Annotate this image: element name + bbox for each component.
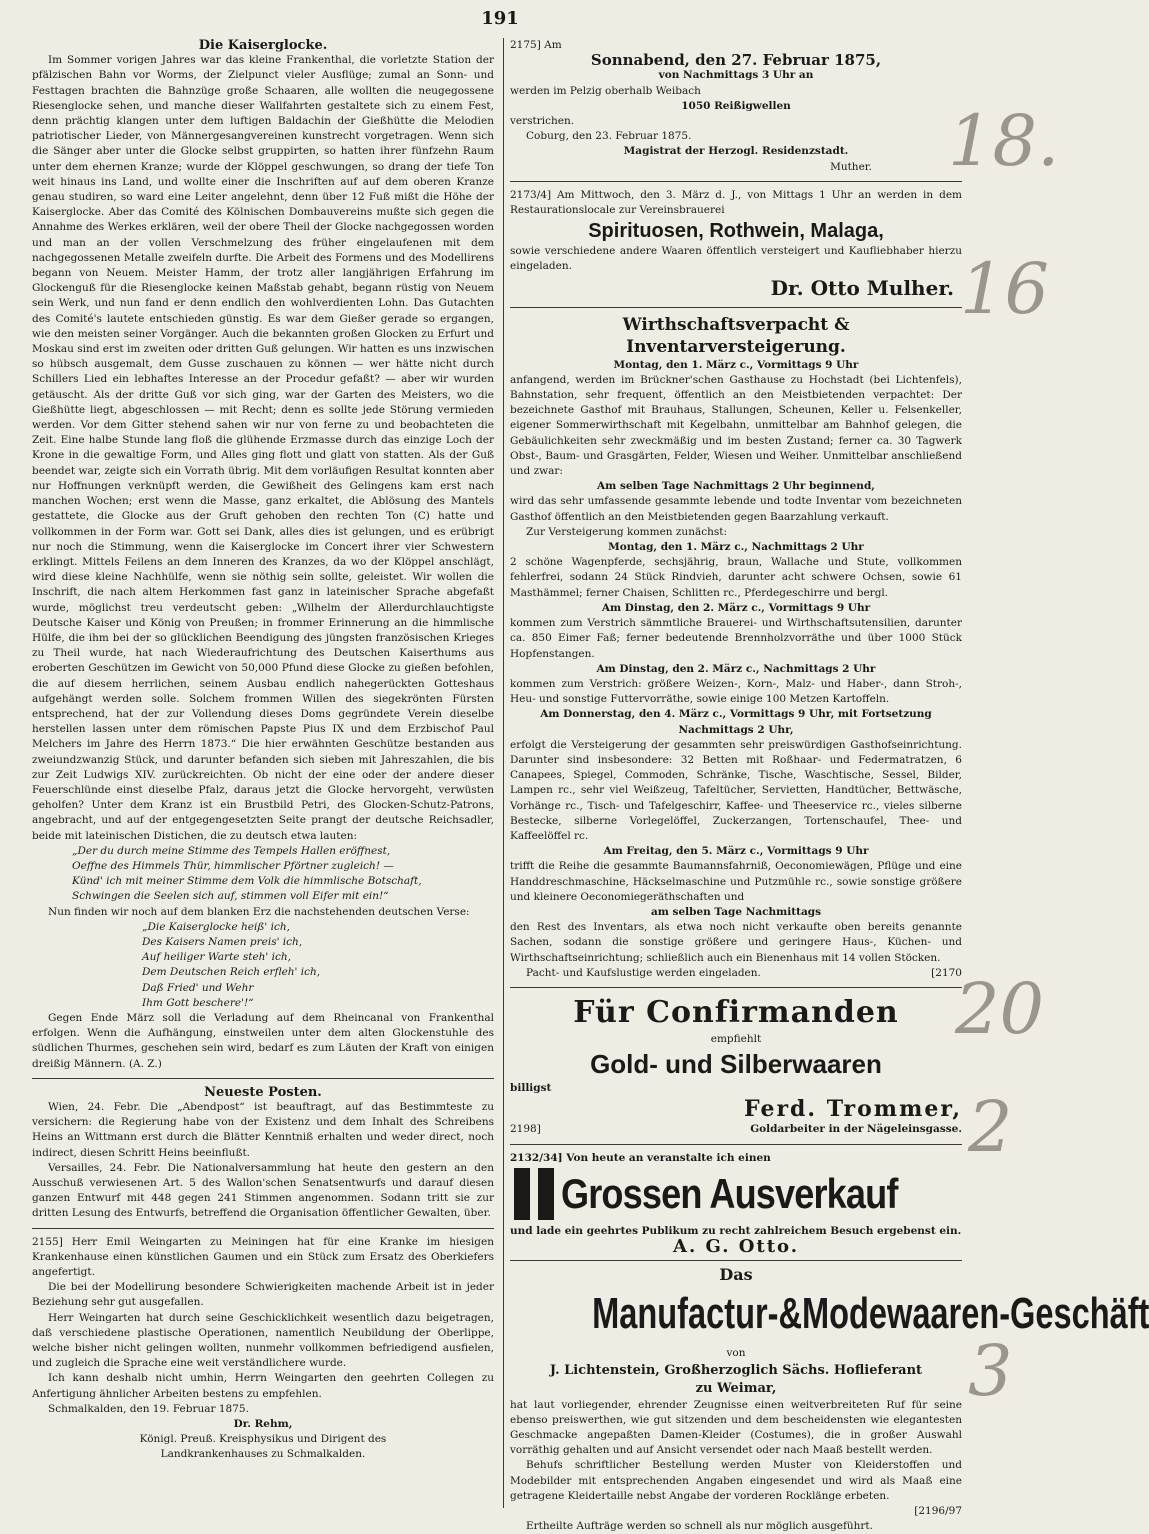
ad-weingarten-text: Herr Weingarten hat durch seine Geschicklichkeit wesentlich dazu beigetragen, daß verschiedene plastische Operationen, namentlich Neubildung der Oberlippe, welche bisher nicht gelingen wollten, nunmehr vollkommen befriedigend ausfielen, und zugleich die Sprache eine weit verständlichere wurde. xyxy=(32,1311,494,1370)
poem-german-verse xyxy=(142,920,494,1011)
ad-3-text: kommen zum Verstrich: größere Weizen-, Korn-, Malz- und Haber-, dann Stroh-, Heu- und sonstige Futtervorräthe, sowie einige 100 Metzen Kartoffeln. xyxy=(510,677,962,706)
news-item-versailles: Versailles, 24. Febr. Die Nationalversammlung hat heute den gestern an den Ausschuß verwiesenen Art. 5 des Wallon'schen Senatsentwurfs und darauf diesen ganzen Entwurf mit 448 gegen 241 Stimmen angenommen. Sodann tritt sie zur dritten Lesung des Entwurfs, betreffend die Organisation öffentlicher Gewalten, über. xyxy=(32,1161,494,1220)
ad-3-text: erfolgt die Versteigerung der gesammten sehr preiswürdigen Gasthofseinrichtung. Darunter sind insbesondere: 32 Betten mit Roßhaar- und Federmatratzen, 6 Canapees, Spiegel, Commoden, Schränke, Tische, Waschtische, Sessel, Bilder, Lampen rc., sehr viel Weißzeug, Tafeltücher, Servietten, Handtücher, Bettwäsche, Vorhänge rc., Tisch- und Tafelgeschirr, Kaffee- und Theeservice rc., vieles silberne Bestecke, silberne Vorlegelöffel, Zuckerzangen, Tortenschaufel, Thee- und Kaffeelöffel rc. xyxy=(510,738,962,842)
ad-1-place: Coburg, den 23. Februar 1875. xyxy=(526,130,692,143)
page-number: 191 xyxy=(481,8,519,29)
ad-2-text: 2173/4] Am Mittwoch, den 3. März d. J., von Mittags 1 Uhr an werden in dem Restaurationslocale zur Vereinsbrauerei xyxy=(510,188,962,217)
column-divider xyxy=(503,38,504,1508)
ad-2-text: sowie verschiedene andere Waaren öffentlich versteigert und Kaufliebhaber hierzu eingeladen. xyxy=(510,245,962,273)
poem-line: „Der du durch meine Stimme des Tempels Hallen eröffnest, xyxy=(72,844,391,857)
handwritten-mark-2: 16 xyxy=(960,248,1050,330)
ad-3-text: den Rest des Inventars, als etwa noch nicht verkaufte oben bereits genannte Sachen, sodann die sonstige größere und geringere Haus-, Küchen- und Wirthschaftseinrichtung; schließlich auch ein Bienenhaus mit 14 vollen Stöcken. xyxy=(510,921,962,964)
ad-6-text: hat laut vorliegender, ehrender Zeugnisse einen weitverbreiteten Ruf für seine ebenso preiswerthen, wie gut sitzenden und dem bescheidensten wie elegantesten Geschmacke angepaßten Damen-Kleider (Costumes), die in großer Auswahl vorräthig gehalten und auf Ansicht versendet oder nach Maaß bestellt werden. xyxy=(510,1398,962,1457)
ad-weingarten-date: Schmalkalden, den 19. Februar 1875. xyxy=(48,1402,249,1415)
ad-3-schedule: Montag, den 1. März c., Vormittags 9 Uhr xyxy=(613,358,859,371)
ad-4-number: 2198] xyxy=(510,1123,541,1136)
ad-6-text: Behufs schriftlicher Bestellung werden Muster von Kleiderstoffen und Modebilder mit entsprechenden Angaben eingesendet und wird als Maaß eine getragene Kleidertaille nebst Angabe der vorderen Rocklänge erbeten. xyxy=(510,1459,962,1502)
ad-5-lead: 2132/34] Von heute an veranstalte ich einen xyxy=(510,1151,771,1164)
ad-divider xyxy=(510,307,962,308)
ad-1-time: von Nachmittags 3 Uhr an xyxy=(658,69,814,82)
ad-3-text: anfangend, werden im Brückner'schen Gasthause zu Hochstadt (bei Lichtenfels), Bahnstation, sehr frequent, öffentlich an den Meistbietenden verpachtet: Der bezeichnete Gasthof mit Brauhaus, Stallungen, Scheunen, Keller u. Felsenkeller, eigener Sommerwirthschaft mit Kegelbahn, unmittelbar am Bahnhof gelegen, die Gebäulichkeiten sehr zweckmäßig und im besten Zustand; ferner ca. 30 Tagwerk Obst-, Baum- und Grasgärten, Felder, Wiesen und Weiher. Unmittelbar anschließend und zwar: xyxy=(510,373,962,478)
article-title-posten: Neueste Posten. xyxy=(204,1084,322,1100)
ad-3-schedule: Am selben Tage Nachmittags 2 Uhr beginnend, xyxy=(597,480,875,493)
poem-line: Auf heiliger Warte steh' ich, xyxy=(142,951,291,964)
article-paragraph: Nun finden wir noch auf dem blanken Erz die nachstehenden deutschen Verse: xyxy=(48,905,470,918)
poem-line: Ihm Gott beschere'!“ xyxy=(142,996,254,1009)
ad-3-schedule: Am Dinstag, den 2. März c., Nachmittags 2 Uhr xyxy=(596,662,876,675)
ad-4-title: Für Confirmanden xyxy=(573,994,899,1030)
handwritten-mark-3: 20 xyxy=(955,968,1045,1050)
poem-line: Schwingen die Seelen sich auf, stimmen voll Eifer mit ein!“ xyxy=(72,890,389,903)
ad-1-text: verstrichen. xyxy=(510,115,575,128)
ad-3-schedule: Am Dinstag, den 2. März c., Vormittags 9 Uhr xyxy=(601,601,871,614)
ad-divider xyxy=(510,987,962,988)
ad-weingarten-title: Landkrankenhauses zu Schmalkalden. xyxy=(160,1448,366,1461)
ad-divider xyxy=(510,1144,962,1145)
article-paragraph: Gegen Ende März soll die Verladung auf dem Rheincanal von Frankenthal erfolgen. Wenn die Aufhängung, einstweilen unter dem alten Glockenstuhle des südlichen Thurmes, geschehen sein wird, bedarf es zum Läuten der Kraft von einigen dreißig Männern. (A. Z.) xyxy=(32,1012,494,1070)
ad-6-name: J. Lichtenstein, Großherzoglich Sächs. Hoflieferant xyxy=(549,1362,923,1378)
ad-1-signature: Magistrat der Herzogl. Residenzstadt. xyxy=(623,145,849,158)
ad-4-cheap: billigst xyxy=(510,1082,552,1095)
ad-3-number: [2170 xyxy=(931,966,962,979)
ad-5-text: und lade ein geehrtes Publikum zu recht zahlreichem Besuch ergebenst ein. xyxy=(510,1224,962,1237)
ad-3-schedule: Am Freitag, den 5. März c., Vormittags 9 Uhr xyxy=(603,845,869,858)
ad-4-subtitle: empfiehlt xyxy=(710,1032,762,1045)
ad-3-text: wird das sehr umfassende gesammte lebende und todte Inventar vom bezeichneten Gasthof öffentlich an den Meistbietenden gegen Baarzahlung verkauft. xyxy=(510,495,962,523)
ad-1-date: Sonnabend, den 27. Februar 1875, xyxy=(590,51,882,70)
ad-1-lead: 2175] Am xyxy=(510,39,562,51)
ad-6-text: Ertheilte Aufträge werden so schnell als nur möglich ausgeführt. xyxy=(526,1520,873,1533)
ad-3-title: Wirthschaftsverpacht & Inventarversteigerung. xyxy=(622,314,850,357)
decorative-bar xyxy=(514,1168,530,1220)
decorative-bar xyxy=(538,1168,554,1220)
news-item-wien: Wien, 24. Febr. Die „Abendpost“ ist beauftragt, auf das Bestimmteste zu versichern: die Regierung habe von der Existenz und dem Inhalt des Schreibens Heins an Wittmann erst durch die Blätter Kenntniß erhalten und weder direct, noch indirect, diesen Schritt Heins beeinflußt. xyxy=(32,1101,494,1159)
ad-3-schedule: Montag, den 1. März c., Nachmittags 2 Uhr xyxy=(608,541,864,554)
poem-line: Daß Fried' und Wehr xyxy=(142,981,254,994)
article-title-kaiserglocke: Die Kaiserglocke. xyxy=(198,38,328,53)
ad-3-text: trifft die Reihe die gesammte Baumannsfahrniß, Oeconomiewägen, Pflüge und eine Handdreschmaschine, Häckselmaschine und Putzmühle rc., sowie sonstige größere und kleinere Oeconomiegeräthschaften und xyxy=(510,860,962,903)
ad-1-item: 1050 Reißigwellen xyxy=(681,99,791,112)
ad-weingarten-text: 2155] Herr Emil Weingarten zu Meiningen hat für eine Kranke im hiesigen Krankenhause einen künstlichen Gaumen und ein Stück zum Ersatz des Oberkiefers angefertigt. xyxy=(32,1235,494,1279)
handwritten-mark-4: 2 xyxy=(968,1086,1013,1168)
ad-1-name: Muther. xyxy=(830,160,872,173)
ad-divider xyxy=(510,1260,962,1261)
ad-4-name: Ferd. Trommer, xyxy=(744,1096,962,1123)
ad-5-headline xyxy=(510,1166,962,1224)
poem-line: Künd' ich mit meiner Stimme dem Volk die himmlische Botschaft, xyxy=(72,875,422,888)
handwritten-mark-5: 3 xyxy=(968,1330,1013,1412)
article-paragraph: Im Sommer vorigen Jahres war das kleine Frankenthal, die vorletzte Station der pfälzischen Bahn vor Worms, der Zielpunct vieler Ausflüge; zumal an Sonn- und Festtagen brachten die Bahnzüge große Schaaren, alle wollten die neugegossene Riesenglocke sehen, und manche dieser Wallfahrten gestaltete sich zu einem Fest, denn prächtig klangen unter dem luftigen Baldachin der Gießhütte die Melodien patriotischer Lieder, von Männergesangvereinen kunstrecht vorgetragen. Wenn sich die Sänger aber unter die Glocke selbst gruppirten, so hatten ihrer fünfzehn Raum unter dem ehernen Kranze; wurde der Klöppel geschwungen, so drang der tiefe Ton weit hinaus ins Land, und wollte einer die Inschriften auf auf dem oberen Kranze genau studiren, so ward eine Leiter angelehnt, denn über 12 Fuß mißt die Höhe der Kaiserglocke. Aber das Comité des Kölnischen Dombauvereins mußte sich gegen die Annahme des Werkes erklären, weil der obere Theil der Glocke nachgegossen worden und man an der vollen Verschmelzung des früher eingelaufenen mit dem nachgegossenen Metalle zweifeln durfte. Die Arbeit des Formens und des Modellirens begann von Neuem. Meister Hamm, der trotz aller langjährigen Erfahrung im Glockenguß für die Riesenglocke keinen Maßstab gehabt, begann rüstig von Neuem sein Werk, und nun fand er denn endlich den wohlverdienten Lohn. Das Gutachten des Comité's lautete entschieden günstig. Es war dem Gießer gerade so ergangen, wie den meisten seiner Vorgänger. Auch die bekannten großen Glocken zu Erfurt und Moskau sind erst im zweiten oder dritten Guß gelungen. Wir hatten es uns inzwischen so hübsch ausgemalt, dem Gusse zuschauen zu können — wer hätte nicht durch Schillers Lied ein lebhaftes Interesse an der Procedur gefaßt? — aber wir wurden getäuscht. Als der dritte Guß vor sich ging, war der Garten des Meisters, wo die Gießhütte liegt, abgeschlossen — mit Recht; denn es sollte jede Störung vermieden werden. Vor dem Gitter stehend sahen wir nur von ferne zu und beobachteten die Zeit. Eine halbe Stunde lang floß die glühende Erzmasse durch das einzige Loch der Krone in die gewaltige Form, und Alles ging flott und glatt von statten. Als der Guß beendet war, zeigte sich ein Vorrath übrig. Mit dem vorläufigen Resultat konnten aber nur Hoffnungen verknüpft werden, die Gewißheit des Gelingens kam erst nach manchen Wochen; erst wenn die Masse, ganz erkaltet, die Ablösung des Mantels gestattete, die Glocke aus der Gruft gehoben den rechten Ton (C) hatte und vollkommen in der Form war. Gott sei Dank, alles dies ist gelungen, und es erübrigt nur noch die Stimmung, wenn die Kaiserglocke im Concert ihrer vier Schwestern erklingt. Mittels Feilens an dem Inneren des Kranzes, da wo der Klöppel anschlägt, wird diese kleine Nachhülfe, wenn sie nöthig sein sollte, geleistet. Wir wollen die Inschrift, die nach altem Herkommen fast ganz in lateinischer Sprache abgefaßt wurde, möglichst treu verdeutscht geben: „Wilhelm der Allerdurchlauchtigste Deutsche Kaiser und König von Preußen; in frommer Erinnerung an die himmlische Hülfe, die ihm bei der so glücklichen Beendigung des jüngsten französischen Krieges zu Theil wurde, hat nach Wiederaufrichtung des Deutschen Kaiserthums aus eroberten Geschützen im Gewicht von 50,000 Pfund diese Glocke zu gießen befohlen, die auf diesem herrlichen, seinem Ausbau endlich nahegerückten Gotteshaus aufgehängt werden solle. Solchem frommen Willen des siegekrönten Fürsten entsprechend, hat der zur Vollendung dieses Doms gegründete Verein dieselbe herstellen lassen unter dem römischen Papste Pius IX und dem Erzbischof Paul Melchers im Jahre des Herrn 1873.“ Die hier erwähnten Geschütze bestanden aus zweiundzwanzig Stück, und darunter befanden sich sieben mit Jahreszahlen, die bis zur Zeit Ludwigs XIV. zurückreichten. Ob nicht der eine oder der andere dieser Feuerschlünde einst dieselbe Pfalz, daraus jetzt die Glocke hervorgeht, verwüsten geholfen? Unter dem Kranz ist ein Brustbild Petri, des Glocken-Schutz-Patrons, angebracht, und auf der entgegengesetzten Seite prangt der deutsche Reichsadler, beide mit lateinischen Distichen, die zu deutsch etwa lauten: xyxy=(32,54,494,842)
ad-4-footer xyxy=(510,1122,962,1137)
section-divider xyxy=(32,1078,494,1079)
ad-weingarten-text: Ich kann deshalb nicht umhin, Herrn Weingarten den geehrten Collegen zu Anfertigung ähnlicher Arbeiten bestens zu empfehlen. xyxy=(32,1372,494,1400)
ad-5-signature: A. G. Otto. xyxy=(672,1235,800,1257)
ad-divider xyxy=(510,181,962,182)
ad-weingarten-title: Königl. Preuß. Kreisphysikus und Dirigent des xyxy=(139,1433,387,1446)
ad-6-big-text: Manufactur-&Modewaaren-Geschäft xyxy=(592,1289,1149,1339)
handwritten-mark-1: 18. xyxy=(948,100,1060,182)
ad-6-number: [2196/97 xyxy=(914,1505,962,1518)
ad-3-schedule: am selben Tage Nachmittags xyxy=(650,905,822,918)
ad-3-text: Zur Versteigerung kommen zunächst: xyxy=(526,525,728,538)
ad-4-profession: Goldarbeiter in der Nägeleinsgasse. xyxy=(750,1123,962,1136)
section-divider xyxy=(32,1228,494,1229)
ad-5-big-text: Grossen Ausverkauf xyxy=(561,1169,898,1217)
ad-6-das: Das xyxy=(719,1265,753,1285)
ad-2-signature: Dr. Otto Mulher. xyxy=(770,275,954,300)
ad-3-text: 2 schöne Wagenpferde, sechsjährig, braun, Wallache und Stute, vollkommen fehlerfrei, sodann 24 Stück Rindvieh, darunter acht schwere Ochsen, sowie 61 Masthämmel; ferner Chaisen, Schlitten rc., Pferdegeschirre und bergl. xyxy=(510,556,962,599)
poem-line: Dem Deutschen Reich erfleh' ich, xyxy=(142,966,321,979)
ad-3-closing-text: Pacht- und Kaufslustige werden eingeladen. xyxy=(526,966,761,979)
ad-2-items: Spirituosen, Rothwein, Malaga, xyxy=(588,220,884,243)
ad-weingarten-signature: Dr. Rehm, xyxy=(233,1418,293,1431)
ad-3-schedule: Am Donnerstag, den 4. März c., Vormittags 9 Uhr, mit Fortsetzung Nachmittags 2 Uhr, xyxy=(540,708,932,736)
poem-line: Des Kaisers Namen preis' ich, xyxy=(142,935,303,948)
poem-line: „Die Kaiserglocke heiß' ich, xyxy=(142,920,290,933)
ad-weingarten-text: Die bei der Modellirung besondere Schwierigkeiten machende Arbeit ist in jeder Beziehung sehr gut ausgefallen. xyxy=(32,1281,494,1309)
ad-6-city: zu Weimar, xyxy=(695,1380,777,1396)
ad-1-text: werden im Pelzig oberhalb Weibach xyxy=(510,84,701,97)
poem-line: Oeffne des Himmels Thür, himmlischer Pförtner zugleich! — xyxy=(72,859,394,872)
ad-3-text: kommen zum Verstrich sämmtliche Brauerei- und Wirthschaftsutensilien, darunter ca. 850 Eimer Faß; ferner bedeutende Brennholzvorräthe und über 1000 Stück Hopfenstangen. xyxy=(510,617,962,660)
left-column xyxy=(32,38,494,1463)
ad-6-von: von xyxy=(726,1347,746,1360)
ad-4-goods: Gold- und Silberwaaren xyxy=(590,1049,882,1080)
ad-3-closing xyxy=(510,966,962,981)
poem-latin-translation xyxy=(72,844,494,905)
